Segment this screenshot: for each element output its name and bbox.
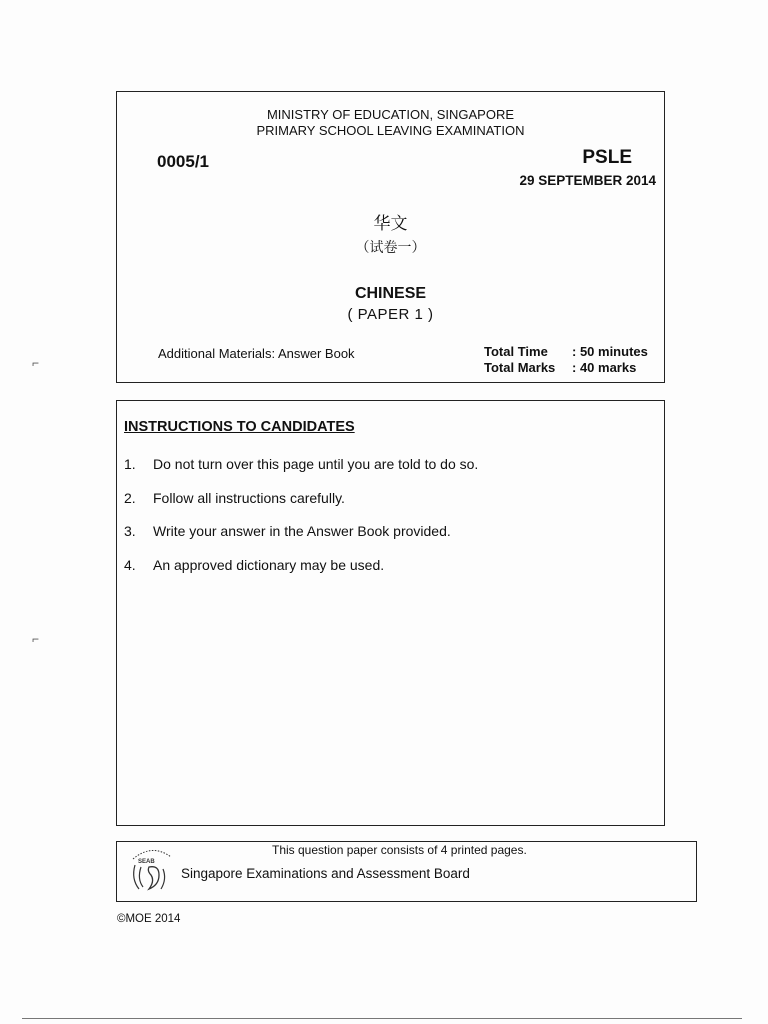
list-item <box>124 557 478 591</box>
footer-box <box>116 841 697 902</box>
instructions-title: INSTRUCTIONS TO CANDIDATES <box>124 419 355 435</box>
exam-title: PRIMARY SCHOOL LEAVING EXAMINATION <box>256 123 525 138</box>
item-number: 1. <box>124 456 136 472</box>
copyright: ©MOE 2014 <box>117 913 181 925</box>
instructions-list <box>124 456 478 590</box>
total-time-value: : 50 minutes <box>572 344 648 359</box>
paper-chinese: （试卷一） <box>355 240 426 256</box>
total-time-label: Total Time <box>484 344 548 359</box>
pages-note: This question paper consists of 4 printed pages. <box>272 843 527 857</box>
paper-english: ( PAPER 1 ) <box>347 306 434 323</box>
item-text: An approved dictionary may be used. <box>153 556 385 573</box>
divider <box>22 1018 742 1019</box>
total-marks-label: Total Marks <box>484 360 556 375</box>
subject-chinese: 华文 <box>373 214 408 234</box>
instructions-box <box>116 400 665 826</box>
ministry-title: MINISTRY OF EDUCATION, SINGAPORE <box>266 107 515 122</box>
seab-logo-icon <box>127 845 177 897</box>
total-marks-value: : 40 marks <box>572 360 637 375</box>
item-text: Do not turn over this page until you are told to do so. <box>153 456 479 472</box>
punch-hole-mark-top: ⌐ <box>32 356 40 370</box>
item-number: 3. <box>124 523 136 539</box>
exam-date: 29 SEPTEMBER 2014 <box>519 173 656 188</box>
subject-english: CHINESE <box>354 285 427 302</box>
time-marks-block <box>484 344 648 376</box>
list-item <box>124 456 478 490</box>
ministry-block <box>117 107 664 139</box>
paper-code: 0005/1 <box>157 152 209 171</box>
list-item <box>124 523 478 557</box>
item-text: Follow all instructions carefully. <box>153 489 345 506</box>
item-number: 2. <box>124 489 136 506</box>
list-item <box>124 490 478 524</box>
seab-logo-text: SEAB <box>138 859 155 865</box>
item-number: 4. <box>124 556 136 573</box>
additional-materials: Additional Materials: Answer Book <box>158 346 355 361</box>
punch-hole-mark-bottom: ⌐ <box>32 632 40 646</box>
board-name: Singapore Examinations and Assessment Board <box>181 866 470 881</box>
item-text: Write your answer in the Answer Book provided. <box>153 523 451 539</box>
header-box <box>116 91 665 383</box>
exam-short-name: PSLE <box>582 147 632 168</box>
